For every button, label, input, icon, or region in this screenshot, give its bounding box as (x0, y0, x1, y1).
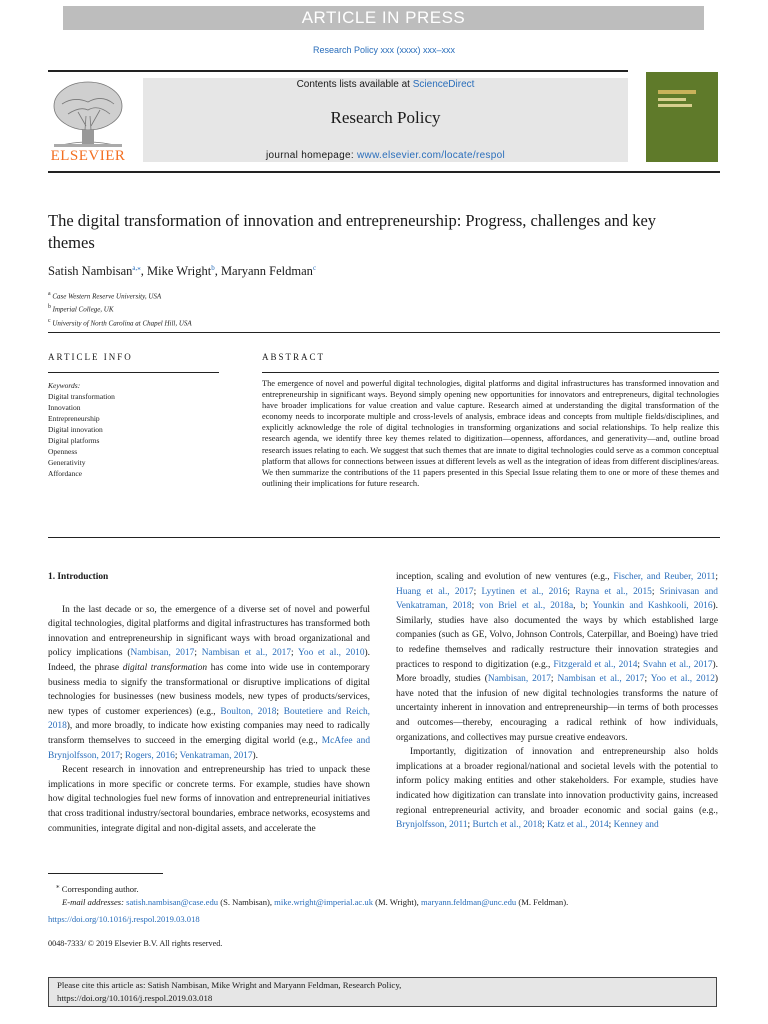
cite-this-article-box (48, 977, 717, 1007)
abstract-heading: ABSTRACT (262, 352, 326, 362)
journal-cover-thumbnail[interactable] (646, 72, 718, 162)
journal-homepage: journal homepage: www.elsevier.com/locate/respol (266, 150, 505, 161)
footnotes (48, 880, 728, 909)
citation-link[interactable]: Kenney and (613, 820, 659, 831)
body-column-left (48, 570, 370, 836)
body-text: ). (252, 750, 258, 761)
affiliation (48, 316, 448, 329)
body-text: inception, scaling and evolution of new ventures (e.g., (396, 572, 614, 582)
author-affiliation-mark[interactable]: a,⁎ (132, 264, 141, 272)
keyword: Digital platforms (48, 436, 100, 445)
email-owner: (S. Nambisan), (218, 896, 275, 907)
body-text: ). Indeed, the phrase (48, 648, 370, 673)
email-link[interactable]: maryann.feldman@unc.edu (420, 896, 517, 907)
citation-link[interactable]: Nambisan et al., 2017 (557, 674, 645, 685)
email-addresses: E-mail addresses: satish.nambisan@case.edu (S. Nambisan), mike.wright@imperial.ac.uk (M. Wright), maryann.feldman@unc.edu (M. Feldman). (62, 896, 569, 907)
cover-line (658, 98, 686, 101)
citation-link[interactable]: von Briel et al., 2018a (479, 601, 574, 612)
body-text: ; (542, 820, 547, 831)
body-text: ; (471, 601, 480, 612)
journal-citation-link[interactable]: Research Policy xxx (xxxx) xxx–xxx (312, 45, 456, 55)
citation-link[interactable]: Fischer, and Reuber, 2011 (613, 572, 716, 582)
footnote-rule (48, 873, 163, 874)
keywords-block (48, 380, 218, 479)
article-in-press-banner: ARTICLE IN PRESS (63, 6, 704, 30)
citation-link[interactable]: Nambisan, 2017 (130, 648, 195, 659)
affiliations (48, 289, 448, 329)
citation-link[interactable]: Svahn et al., 2017 (643, 659, 713, 670)
cover-line (658, 104, 692, 107)
email-owner: (M. Feldman). (516, 896, 569, 907)
body-text: ; (276, 706, 284, 717)
body-text: ; (608, 820, 614, 831)
author-affiliation-mark[interactable]: c (312, 264, 317, 272)
homepage-link[interactable]: www.elsevier.com/locate/respol (357, 150, 505, 161)
body-text: ; (585, 601, 593, 612)
contents-line: Contents lists available at ScienceDirect (296, 79, 475, 90)
body-text: ; (637, 659, 644, 670)
author-name: Satish Nambisan (48, 264, 133, 279)
body-paragraph (48, 603, 370, 764)
keywords-label: Keywords: (48, 381, 81, 390)
citation-link[interactable]: Huang et al., 2017 (396, 586, 474, 597)
citation-link[interactable]: Boutetiere and Reich, 2018 (48, 706, 371, 732)
body-text: ; (644, 674, 651, 685)
body-paragraph (396, 570, 718, 745)
divider (48, 332, 720, 333)
affiliation-mark: b (48, 304, 51, 311)
elsevier-wordmark: ELSEVIER (50, 148, 126, 164)
body-paragraph (396, 745, 718, 833)
body-text: ; (715, 572, 718, 582)
citation-link[interactable]: Burtch et al., 2018 (472, 820, 543, 831)
affiliation-mark: a (48, 291, 51, 297)
citation-link[interactable]: b (580, 601, 586, 612)
citation-link[interactable]: Katz et al., 2014 (546, 820, 609, 831)
email-link[interactable]: mike.wright@imperial.ac.uk (274, 896, 373, 907)
affiliation-mark: c (48, 317, 51, 324)
body-text: ; (467, 820, 473, 831)
divider (48, 372, 219, 373)
header-rule-top (48, 70, 628, 72)
affiliation (48, 302, 448, 315)
citation-link[interactable]: Lyytinen et al., 2016 (481, 586, 568, 597)
cover-title-bar (658, 90, 696, 94)
section-heading: 1. Introduction (48, 572, 109, 582)
article-info-heading: ARTICLE INFO (48, 352, 133, 362)
keyword: Openness (48, 447, 78, 456)
header-rule-bottom (48, 171, 720, 173)
citation-link[interactable]: Younkin and Kashkooli, 2016 (592, 601, 713, 612)
body-text: ). More broadly, studies ( (396, 659, 718, 685)
journal-name: Research Policy (330, 108, 441, 127)
keyword: Affordance (48, 469, 83, 478)
affiliation-text: Case Western Reserve University, USA (50, 292, 162, 301)
body-text: has come into wide use in contemporary business media to signify the transformational or disruptive implications of digital technologies for businesses (new business models, new types of products/services, new types of customer experiences) (e.g., (48, 662, 370, 717)
citation-link[interactable]: Venkatraman, 2017 (179, 750, 253, 761)
doi-link[interactable]: https://doi.org/10.1016/j.respol.2019.03.018 (48, 914, 200, 924)
body-text: ; (651, 586, 660, 597)
cite-line-2[interactable]: https://doi.org/10.1016/j.respol.2019.03.018 (57, 993, 213, 1003)
citation-link[interactable]: Yoo et al., 2010 (298, 648, 365, 659)
citation-link[interactable]: Yoo et al., 2012 (650, 674, 715, 685)
email-owner: (M. Wright), (373, 896, 421, 907)
keyword: Generativity (48, 458, 86, 467)
affiliation (48, 289, 448, 302)
email-link[interactable]: satish.nambisan@case.edu (126, 896, 219, 907)
body-text: ; (473, 586, 482, 597)
copyright: 0048-7333/ © 2019 Elsevier B.V. All rights reserved. (48, 939, 223, 948)
body-text: , (573, 601, 581, 612)
citation-link[interactable]: Rayna et al., 2015 (575, 586, 652, 597)
cite-line-1: Please cite this article as: Satish Nambisan, Mike Wright and Maryann Feldman, Research Policy, (57, 980, 402, 990)
citation-link[interactable]: Brynjolfsson, 2011 (396, 820, 468, 831)
corresponding-note: ⁎ Corresponding author. (56, 882, 139, 894)
body-text: ; (119, 750, 125, 761)
body-text: ) have noted that the infusion of new digital technologies transforms the nature of uncertainty inherent in innovation and entrepreneurship—in terms of both processes and outcomes—thereby, encouraging a radical rethink of how individuals, organizations, and collectives may pursue creative endeavors. (396, 674, 719, 743)
affiliation-text: University of North Carolina at Chapel Hill, USA (50, 318, 192, 327)
keyword: Digital transformation (48, 392, 115, 401)
keyword: Innovation (48, 403, 81, 412)
divider (48, 537, 720, 538)
body-paragraph (48, 763, 370, 836)
citation-link[interactable]: Srinivasan and Venkatraman, 2018 (396, 586, 718, 612)
keyword: Digital innovation (48, 425, 103, 434)
abstract-text: The emergence of novel and powerful digital technologies, digital platforms and digital infrastructures has transformed innovation and entrepreneurship in significant ways. Beyond simply opening new opportunities for innovators and entrepreneurs, digital technologies have broader implications for value creation and value capture. Research aimed at understanding the digital transformation of the economy needs to incorporate multiple and cross-levels of analysis, embrace ideas and concepts from multiple fields/disciplines, and explicitly acknowledge the role of digital technologies in transforming organizations and social relationships. To help realize this research agenda, we identify three key themes related to digitization—openness, affordances, and generativity—and, outline broad research issues relating to each. We suggest that such themes that are innate to digital technologies could serve as a common conceptual platform that allows for connections between issues at different levels as well as the integration of ideas from different disciplines/areas. We then summarize the contributions of the 11 papers presented in this Special Issue relating them to one or more of these themes and outlining their implications for future research. (262, 379, 719, 488)
keyword: Entrepreneurship (48, 414, 100, 423)
sciencedirect-link[interactable]: ScienceDirect (412, 79, 475, 90)
body-text: ; (174, 750, 180, 761)
citation-link[interactable]: Nambisan et al., 2017 (201, 648, 292, 659)
citation-link[interactable]: Fitzgerald et al., 2014 (553, 659, 638, 670)
article-title: The digital transformation of innovation and entrepreneurship: Progress, challenges and key themes (48, 211, 657, 252)
citation-link[interactable]: Boulton, 2018 (220, 706, 277, 717)
body-text: ; (550, 674, 558, 685)
body-text: Recent research in innovation and entrepreneurship has tried to unpack these implications in more specific or concrete terms. For example, studies have shown how digital technologies fuel new forms of innovation and entrepreneurial initiatives that cross traditional industry/sectoral boundaries, embrace networks, ecosystems and communities, integrate digital and non-digital assets, and accelerate the (48, 765, 370, 834)
body-column-right (396, 570, 718, 833)
body-text: ), and more broadly, to indicate how existing companies may need to radically transform themselves to succeed in the emerging digital world (e.g., (48, 721, 370, 746)
emphasis-text: digital transformation (122, 662, 208, 673)
body-text: Importantly, digitization of innovation and entrepreneurship also holds implications at a broader regional/national and societal levels with the potential to inform policy making entities and other stakeholders. For example, studies have indicated how digitization can translate into innovation productivity gains, increased regional entrepreneurial activity, and broader economic and social gains (e.g., (396, 747, 718, 816)
body-text: ). Similarly, studies have also documented the ways by which established large companies (such as GE, Volvo, Johnson Controls, Caterpillar, and Boeing) have tried to redefine themselves and radically restructure their innovation strategies and practices to respond to digitization (e.g., (396, 601, 718, 670)
author-list: Satish Nambisan$^{a,⁎}$, Mike Wright$^b$, Maryann Feldman$^c$ (48, 264, 317, 279)
affiliation-text: Imperial College, UK (50, 305, 114, 314)
body-text: ; (291, 648, 299, 659)
author-affiliation-mark[interactable]: b (211, 264, 215, 272)
citation-link[interactable]: Rogers, 2016 (124, 750, 175, 761)
author-name: Mike Wright (146, 264, 212, 279)
body-text: In the last decade or so, the emergence of a diverse set of novel and powerful digital technologies, digital platforms and digital infrastructures has transformed both innovation and entrepreneurship in significant ways with broad organizational and policy implications ( (48, 604, 370, 659)
body-text: ; (567, 586, 576, 597)
divider (262, 372, 719, 373)
citation-link[interactable]: McAfee and Brynjolfsson, 2017 (48, 735, 371, 761)
body-text: ; (194, 648, 202, 659)
author-name: Maryann Feldman (220, 264, 313, 279)
citation-link[interactable]: Nambisan, 2017 (487, 674, 551, 685)
